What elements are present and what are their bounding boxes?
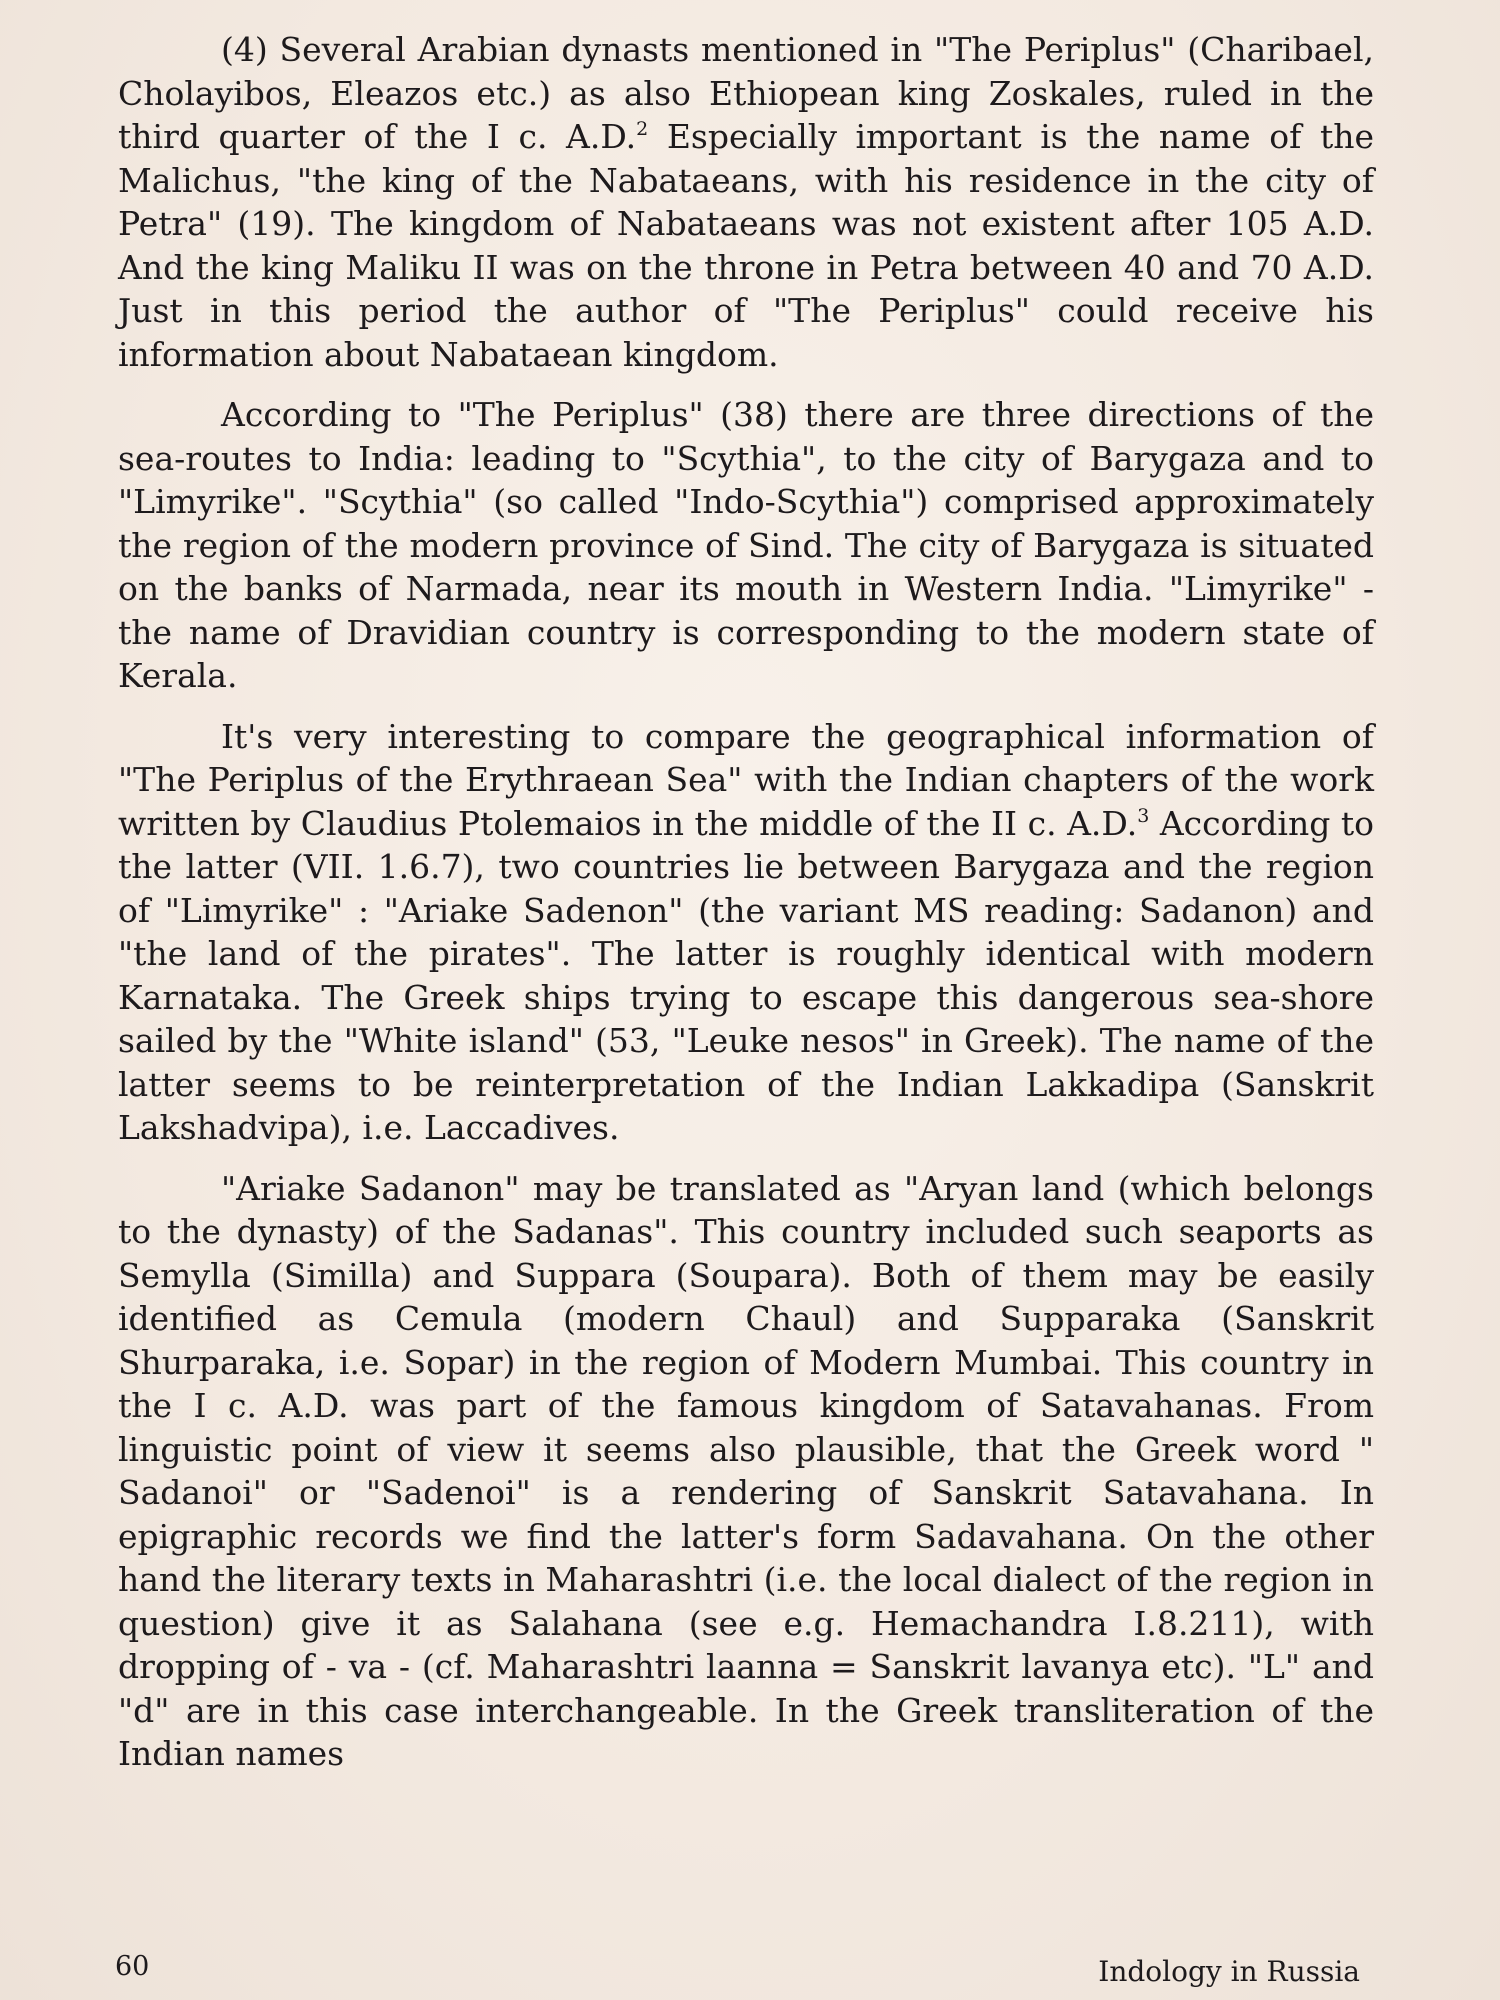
body-text [118, 28, 1374, 1793]
footnote-ref-3: 3 [1137, 804, 1150, 827]
running-title: Indology in Russia [1098, 1955, 1360, 1988]
paragraph-3-text-b: According to the latter (VII. 1.6.7), two countries lie between Barygaza and the region of "Limyrike" : "Ariake Sadenon" (the variant MS reading: Sadanon) and "the land of the pirates". The latter is roughly identical with modern Karnataka. The Greek ships trying to escape this dangerous sea-shore sailed by the "White island" (53, "Leuke nesos" in Greek). The name of the latter seems to be reinterpretation of the Indian Lakkadipa (Sanskrit Lakshadvipa), i.e. Laccadives. [118, 803, 1374, 1147]
paragraph-4-text: "Ariake Sadanon" may be translated as "Aryan land (which belongs to the dynasty) of the Sadanas". This country included such seaports as Semylla (Similla) and Suppara (Soupara). Both of them may be easily identified as Cemula (modern Chaul) and Supparaka (Sanskrit Shurparaka, i.e. Sopar) in the region of Modern Mumbai. This country in the I c. A.D. was part of the famous kingdom of Satavahanas. From linguistic point of view it seems also plausible, that the Greek word " Sadanoi" or "Sadenoi" is a rendering of Sanskrit Satavahana. In epigraphic records we find the latter's form Sadavahana. On the other hand the literary texts in Maharashtri (i.e. the local dialect of the region in question) give it as Salahana (see e.g. Hemachandra I.8.211), with dropping of - va - (cf. Maharashtri laanna = Sanskrit lavanya etc). "L" and "d" are in this case interchangeable. In the Greek transliteration of the Indian names [118, 1168, 1374, 1773]
paragraph-1 [118, 28, 1374, 376]
paragraph-1-text-b: Especially important is the name of the Malichus, "the king of the Nabataeans, with his residence in the city of Petra" (19). The kingdom of Nabataeans was not existent after 105 A.D. And the king Maliku II was on the throne in Petra between 40 and 70 A.D. Just in this period the author of "The Periplus" could receive his information about Nabataean kingdom. [118, 117, 1374, 374]
paragraph-1-text-a: (4) Several Arabian dynasts mentioned in "The Periplus" (Charibael, Cholayibos, Eleazos etc.) as also Ethiopean king Zoskales, ruled in the third quarter of the I c. A.D. [118, 30, 1374, 156]
footnote-ref-2: 2 [636, 118, 649, 140]
page-number: 60 [115, 1951, 150, 1982]
paragraph-3 [118, 715, 1374, 1150]
paragraph-4 [118, 1167, 1374, 1776]
paragraph-2 [118, 393, 1374, 698]
paragraph-2-text: According to "The Periplus" (38) there are three directions of the sea-routes to India: leading to "Scythia", to the city of Barygaza and to "Limyrike". "Scythia" (so called "Indo-Scythia") comprised approximately the region of the modern province of Sind. The city of Barygaza is situated on the banks of Narmada, near its mouth in Western India. "Limyrike" - the name of Dravidian country is corresponding to the modern state of Kerala. [118, 395, 1374, 695]
paragraph-3-text-a: It's very interesting to compare the geographical information of "The Periplus of the Erythraean Sea" with the Indian chapters of the work written by Claudius Ptolemaios in the middle of the II c. A.D. [118, 716, 1374, 843]
